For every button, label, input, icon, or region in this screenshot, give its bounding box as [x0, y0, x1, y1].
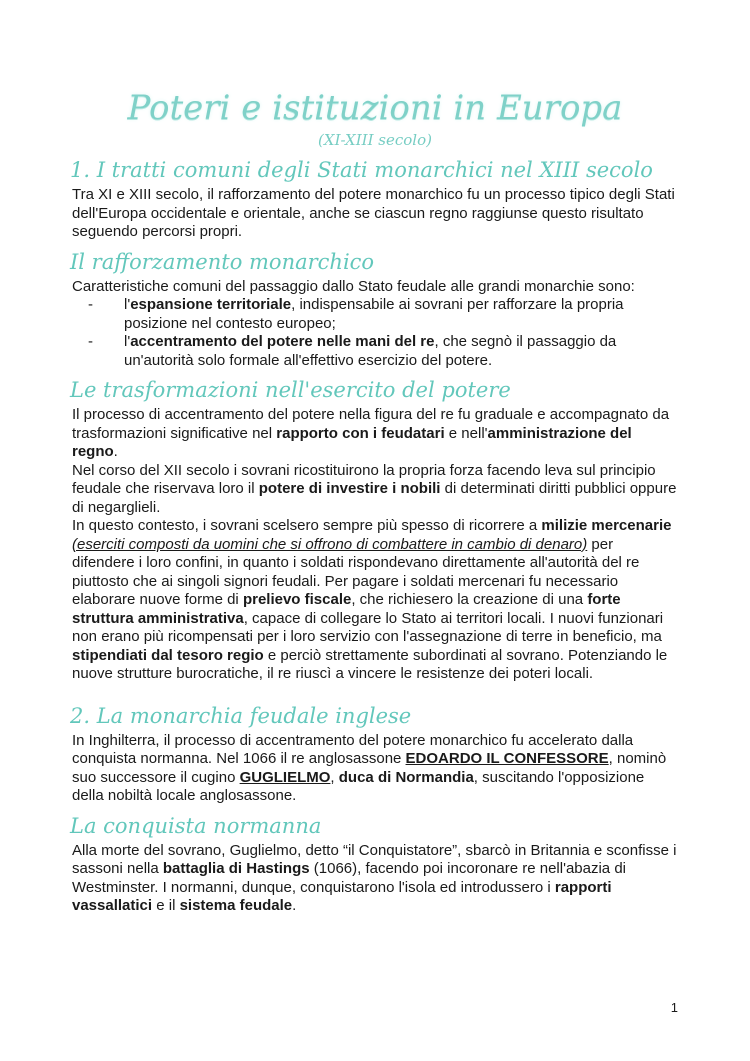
page-number: 1: [670, 1000, 678, 1015]
section-1-paragraph: Tra XI e XIII secolo, il rafforzamento del potere monarchico fu un processo tipico degli Stati dell'Europa occidentale e orientale, anche se ciascun regno raggiunse questo risultato seguendo percorsi propri.: [72, 186, 675, 240]
section-2-paragraph: In Inghilterra, il processo di accentramento del potere monarchico fu accelerato dalla conquista normanna. Nel 1066 il re anglosassone EDOARDO IL CONFESSORE, nominò suo successore il cugino GUGLIELMO, duca di Normandia, suscitando l'opposizione della nobiltà locale anglosassone.: [72, 731, 667, 804]
trasformazioni-paragraph-1: Il processo di accentramento del potere nella figura del re fu graduale e accompagnato da trasformazioni significative nel rapporto con i feudatari e nell'amministrazione del regno.: [72, 406, 670, 460]
page-subtitle: (XI-XIII secolo): [318, 131, 432, 149]
rafforzamento-list: [72, 296, 678, 370]
rafforzamento-intro: Caratteristiche comuni del passaggio dallo Stato feudale alle grandi monarchie sono:: [72, 277, 635, 295]
list-item: - l'accentramento del potere nelle mani del re, che segnò il passaggio da un'autorità solo formale all'effettivo esercizio del potere.: [88, 333, 617, 369]
conquista-paragraph: Alla morte del sovrano, Guglielmo, detto “il Conquistatore”, sbarcò in Britannia e sconfisse i sassoni nella battaglia di Hastings (1066), facendo poi incoronare re nell'abazia di Westminster. I normanni, dunque, conquistarono l'isola ed introdussero i rapporti vassallatici e il sistema feudale.: [72, 841, 677, 914]
subsection-trasformazioni-heading: Le trasformazioni nell'esercito del potere: [70, 378, 511, 402]
trasformazioni-paragraph-3: In questo contesto, i sovrani scelsero sempre più spesso di ricorrere a milizie mercenarie (eserciti composti da uomini che si offrono di combattere in cambio di denaro) per difendere i loro confini, in quanto i soldati rispondevano direttamente all'autorità del re piuttosto che ai singoli signori feudali. Per pagare i soldati mercenari fu necessario elaborare nuove forme di prelievo fiscale, che richiesero la creazione di una forte struttura amministrativa, capace di collegare lo Stato ai territori locali. I nuovi funzionari non erano più ricompensati per i loro servizio con l'assegnazione di terre in beneficio, ma stipendiati dal tesoro regio e perciò strettamente subordinati al sovrano. Potenziando le nuove strutture burocratiche, il re riuscì a vincere le resistenze dei poteri locali.: [72, 517, 672, 682]
list-item: - l'espansione territoriale, indispensabile ai sovrani per rafforzare la propria posizione nel contesto europeo;: [88, 296, 624, 332]
section-1-heading: 1. I tratti comuni degli Stati monarchici nel XIII secolo: [70, 158, 653, 182]
trasformazioni-paragraph-2: Nel corso del XII secolo i sovrani ricostituirono la propria forza facendo leva sul principio feudale che riservava loro il potere di investire i nobili di determinati diritti pubblici oppure di negarglieli.: [72, 461, 677, 516]
subsection-conquista-heading: La conquista normanna: [70, 813, 322, 838]
section-2-heading: 2. La monarchia feudale inglese: [70, 703, 412, 728]
subsection-rafforzamento-heading: Il rafforzamento monarchico: [70, 249, 375, 274]
page-title: Poteri e istituzioni in Europa: [127, 88, 623, 128]
